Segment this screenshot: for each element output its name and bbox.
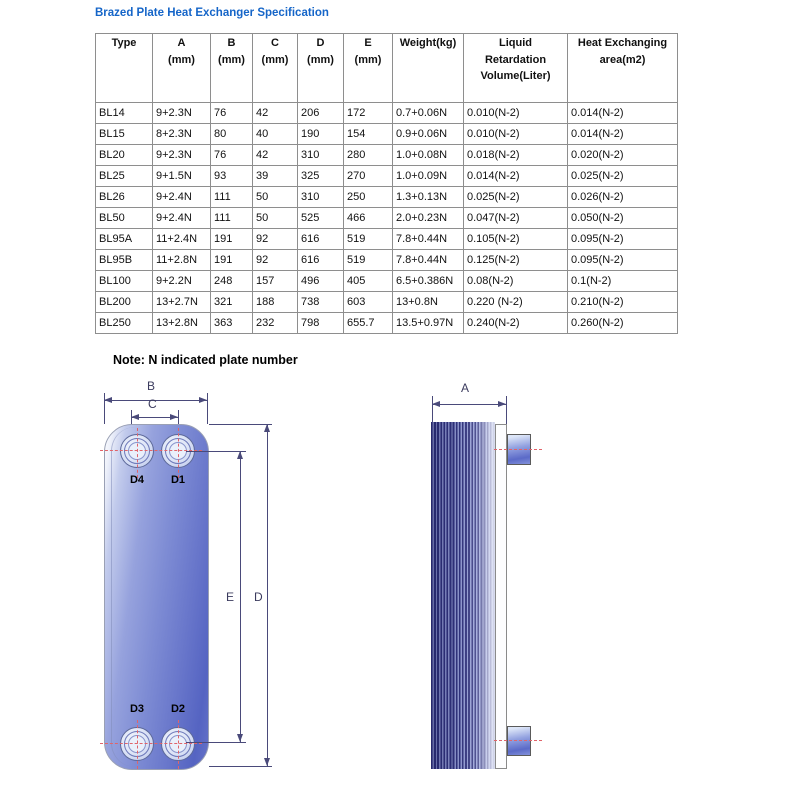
table-cell: 13+2.8N	[153, 313, 211, 334]
table-cell: 42	[253, 103, 298, 124]
dim-b-label: B	[147, 379, 156, 393]
table-row	[96, 208, 678, 229]
table-row	[96, 124, 678, 145]
table-cell: 0.026(N-2)	[568, 187, 678, 208]
table-cell: 0.210(N-2)	[568, 292, 678, 313]
table-cell: 191	[211, 229, 253, 250]
table-cell: 172	[344, 103, 393, 124]
table-cell: 9+2.3N	[153, 145, 211, 166]
column-header: Heat Exchanging area(m2)	[568, 34, 678, 103]
table-cell: 405	[344, 271, 393, 292]
column-header: A (mm)	[153, 34, 211, 103]
table-cell: BL200	[96, 292, 153, 313]
table-cell: 0.020(N-2)	[568, 145, 678, 166]
table-cell: BL26	[96, 187, 153, 208]
note-text: Note: N indicated plate number	[113, 353, 298, 367]
dim-b-arrow-right	[199, 397, 207, 403]
table-cell: BL95A	[96, 229, 153, 250]
table-cell: 0.018(N-2)	[464, 145, 568, 166]
end-plate-side-view	[495, 424, 507, 769]
dim-a-arrow-right	[498, 401, 506, 407]
table-cell: 92	[253, 250, 298, 271]
table-cell: 39	[253, 166, 298, 187]
table-cell: BL25	[96, 166, 153, 187]
dim-d-label: D	[254, 590, 263, 604]
table-cell: 0.025(N-2)	[464, 187, 568, 208]
table-cell: 0.095(N-2)	[568, 229, 678, 250]
dim-e-arrow-down	[237, 734, 243, 742]
table-cell: 50	[253, 187, 298, 208]
table-cell: 248	[211, 271, 253, 292]
dim-e-arrow-up	[237, 451, 243, 459]
dim-c-arrow-left	[131, 414, 139, 420]
column-header: E (mm)	[344, 34, 393, 103]
centerline-bottom-horizontal	[100, 743, 202, 744]
table-cell: 11+2.4N	[153, 229, 211, 250]
table-cell: 0.220 (N-2)	[464, 292, 568, 313]
page-title: Brazed Plate Heat Exchanger Specification	[95, 7, 329, 19]
dim-d-arrow-down	[264, 758, 270, 766]
table-cell: 76	[211, 145, 253, 166]
table-cell: 2.0+0.23N	[393, 208, 464, 229]
table-cell: 325	[298, 166, 344, 187]
centerline-d1-vertical	[178, 428, 179, 478]
column-header: Type	[96, 34, 153, 103]
table-cell: 363	[211, 313, 253, 334]
port-d2-label: D2	[170, 703, 186, 715]
table-cell: 111	[211, 208, 253, 229]
column-header: C (mm)	[253, 34, 298, 103]
spec-table	[95, 33, 678, 334]
column-header: B (mm)	[211, 34, 253, 103]
table-cell: 0.014(N-2)	[568, 103, 678, 124]
table-cell: 0.08(N-2)	[464, 271, 568, 292]
table-cell: 0.010(N-2)	[464, 124, 568, 145]
column-header: Weight(kg)	[393, 34, 464, 103]
table-row	[96, 250, 678, 271]
dim-d-arrow-up	[264, 424, 270, 432]
nozzle-bottom	[507, 726, 531, 756]
port-d4-label: D4	[129, 474, 145, 486]
dim-e-label: E	[226, 590, 235, 604]
table-cell: 50	[253, 208, 298, 229]
table-cell: 13.5+0.97N	[393, 313, 464, 334]
table-row	[96, 313, 678, 334]
table-cell: 9+2.4N	[153, 187, 211, 208]
table-cell: 1.3+0.13N	[393, 187, 464, 208]
table-cell: BL50	[96, 208, 153, 229]
table-cell: 13+2.7N	[153, 292, 211, 313]
table-cell: 157	[253, 271, 298, 292]
table-cell: 7.8+0.44N	[393, 229, 464, 250]
table-cell: BL95B	[96, 250, 153, 271]
table-cell: 9+2.3N	[153, 103, 211, 124]
table-cell: 93	[211, 166, 253, 187]
table-cell: 280	[344, 145, 393, 166]
dim-b-arrow-left	[104, 397, 112, 403]
table-cell: 616	[298, 250, 344, 271]
dim-a-line	[432, 404, 506, 405]
table-cell: 191	[211, 250, 253, 271]
table-header-row	[96, 34, 678, 103]
table-cell: 0.125(N-2)	[464, 250, 568, 271]
centerline-nozzle-bottom	[494, 740, 542, 741]
plate-stack-side-view	[431, 422, 495, 769]
table-cell: BL14	[96, 103, 153, 124]
table-cell: 13+0.8N	[393, 292, 464, 313]
dim-d-ext-bottom	[209, 766, 272, 767]
table-cell: 519	[344, 250, 393, 271]
column-header: D (mm)	[298, 34, 344, 103]
table-cell: BL250	[96, 313, 153, 334]
table-cell: 519	[344, 229, 393, 250]
table-cell: 9+2.4N	[153, 208, 211, 229]
table-cell: 0.014(N-2)	[568, 124, 678, 145]
table-cell: 0.260(N-2)	[568, 313, 678, 334]
table-cell: 603	[344, 292, 393, 313]
table-cell: 111	[211, 187, 253, 208]
dim-d-ext-top	[209, 424, 272, 425]
centerline-d3-vertical	[137, 720, 138, 769]
table-cell: 0.7+0.06N	[393, 103, 464, 124]
table-cell: 0.025(N-2)	[568, 166, 678, 187]
table-cell: 655.7	[344, 313, 393, 334]
table-row	[96, 292, 678, 313]
centerline-nozzle-top	[494, 449, 542, 450]
table-cell: 525	[298, 208, 344, 229]
table-cell: 9+2.2N	[153, 271, 211, 292]
table-cell: 496	[298, 271, 344, 292]
table-row	[96, 229, 678, 250]
table-cell: 0.010(N-2)	[464, 103, 568, 124]
dim-c-label: C	[148, 397, 157, 411]
table-cell: 0.014(N-2)	[464, 166, 568, 187]
table-cell: 310	[298, 145, 344, 166]
table-row	[96, 271, 678, 292]
table-cell: 0.095(N-2)	[568, 250, 678, 271]
table-cell: 154	[344, 124, 393, 145]
table-cell: 0.9+0.06N	[393, 124, 464, 145]
table-row	[96, 187, 678, 208]
table-cell: 321	[211, 292, 253, 313]
dim-d-line	[267, 424, 268, 766]
plate-front-view	[104, 424, 209, 770]
table-cell: 206	[298, 103, 344, 124]
table-row	[96, 166, 678, 187]
table-cell: 270	[344, 166, 393, 187]
table-cell: 40	[253, 124, 298, 145]
column-header: Liquid Retardation Volume(Liter)	[464, 34, 568, 103]
table-cell: 188	[253, 292, 298, 313]
table-cell: 7.8+0.44N	[393, 250, 464, 271]
table-cell: 0.1(N-2)	[568, 271, 678, 292]
dim-a-arrow-left	[432, 401, 440, 407]
port-d1-label: D1	[170, 474, 186, 486]
table-row	[96, 103, 678, 124]
port-d3-label: D3	[129, 703, 145, 715]
table-cell: 1.0+0.09N	[393, 166, 464, 187]
table-cell: 190	[298, 124, 344, 145]
table-cell: 466	[344, 208, 393, 229]
table-cell: 0.050(N-2)	[568, 208, 678, 229]
table-cell: 1.0+0.08N	[393, 145, 464, 166]
dim-e-ext-bottom	[186, 742, 246, 743]
table-cell: 11+2.8N	[153, 250, 211, 271]
table-cell: 92	[253, 229, 298, 250]
table-cell: 616	[298, 229, 344, 250]
dim-e-line	[240, 451, 241, 742]
dim-a-ext-left	[432, 396, 433, 422]
table-cell: 80	[211, 124, 253, 145]
table-cell: 738	[298, 292, 344, 313]
table-cell: 0.105(N-2)	[464, 229, 568, 250]
table-cell: 798	[298, 313, 344, 334]
dim-b-ext-right	[207, 393, 208, 424]
centerline-d2-vertical	[178, 720, 179, 769]
table-cell: BL20	[96, 145, 153, 166]
table-cell: 9+1.5N	[153, 166, 211, 187]
table-cell: 0.047(N-2)	[464, 208, 568, 229]
table-cell: 250	[344, 187, 393, 208]
table-cell: 6.5+0.386N	[393, 271, 464, 292]
dim-c-arrow-right	[170, 414, 178, 420]
table-cell: 232	[253, 313, 298, 334]
table-cell: 8+2.3N	[153, 124, 211, 145]
centerline-d4-vertical	[137, 428, 138, 478]
table-cell: BL100	[96, 271, 153, 292]
table-cell: BL15	[96, 124, 153, 145]
table-row	[96, 145, 678, 166]
table-cell: 310	[298, 187, 344, 208]
dim-a-label: A	[461, 381, 470, 395]
table-cell: 76	[211, 103, 253, 124]
table-cell: 0.240(N-2)	[464, 313, 568, 334]
table-cell: 42	[253, 145, 298, 166]
